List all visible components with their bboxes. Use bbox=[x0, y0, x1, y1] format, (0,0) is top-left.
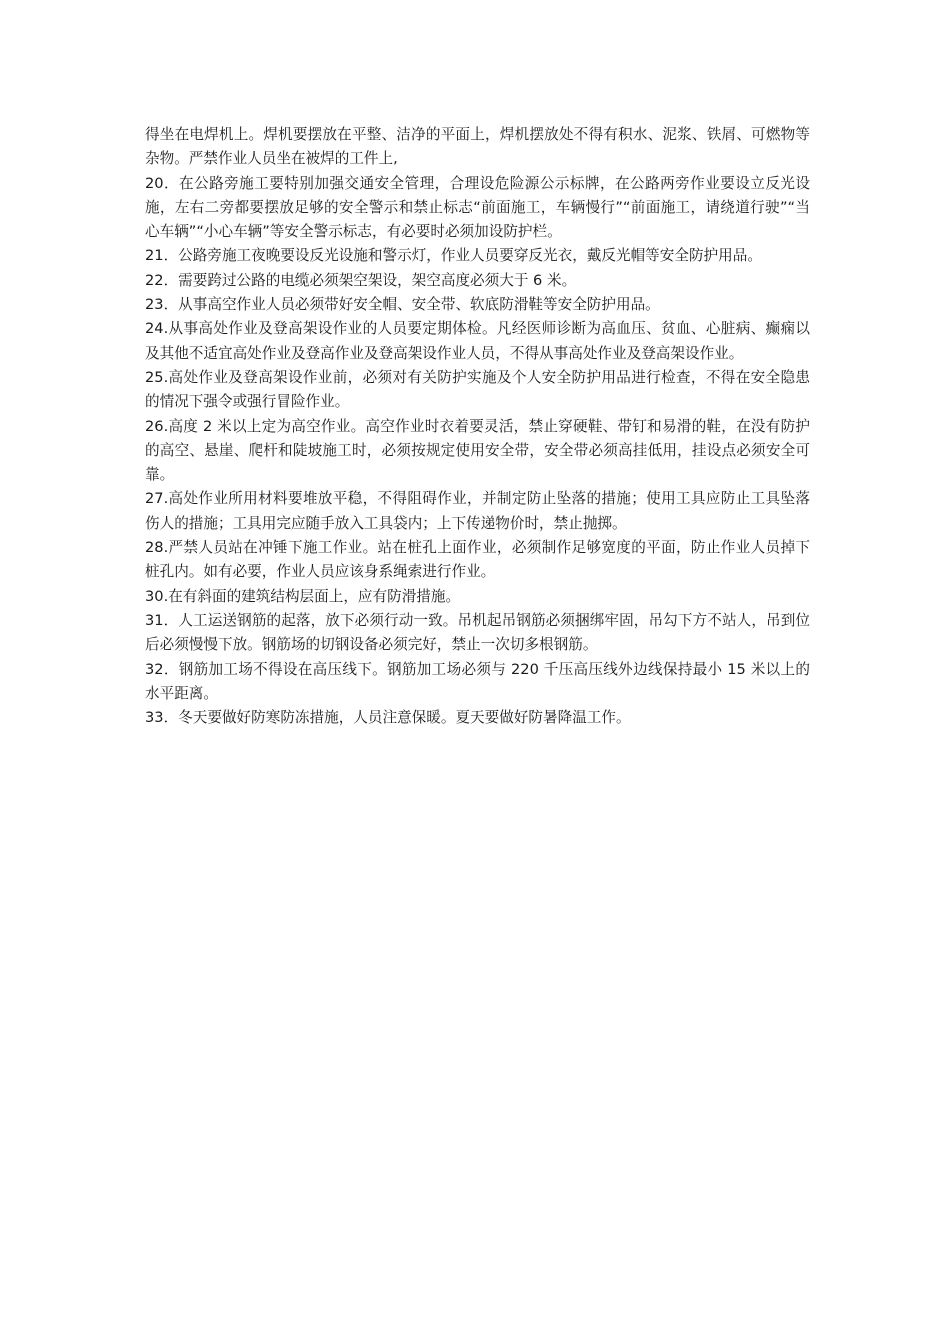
paragraph: 32．钢筋加工场不得设在高压线下。钢筋加工场必须与 220 千压高压线外边线保持最小 15 米以上的水平距离。 bbox=[145, 660, 810, 702]
paragraph: 20．在公路旁施工要特别加强交通安全管理，合理设危险源公示标牌，在公路两旁作业要设立反光设施，左右二旁都要摆放足够的安全警示和禁止标志“前面施工，车辆慢行”“前面施工，请绕道行驶”“当心车辆”“小心车辆”等安全警示标志，有必要时必须加设防护栏。 bbox=[145, 174, 810, 241]
paragraph: 25.高处作业及登高架设作业前，必须对有关防护实施及个人安全防护用品进行检查，不得在安全隐患的情况下强令或强行冒险作业。 bbox=[145, 368, 810, 411]
paragraph: 31．人工运送钢筋的起落，放下必须行动一致。吊机起吊钢筋必须捆绑牢固，吊勾下方不站人，吊到位后必须慢慢下放。钢筋场的切钢设备必须完好，禁止一次切多根钢筋。 bbox=[145, 611, 810, 654]
paragraph: 33．冬天要做好防寒防冻措施，人员注意保暖。夏天要做好防暑降温工作。 bbox=[145, 709, 631, 727]
document-body bbox=[145, 123, 810, 730]
paragraph: 24.从事高处作业及登高架设作业的人员要定期体检。凡经医师诊断为高血压、贫血、心脏病、癫痫以及其他不适宜高处作业及登高作业及登高架设作业人员，不得从事高处作业及登高架设作业。 bbox=[145, 320, 810, 362]
paragraph: 23．从事高空作业人员必须带好安全帽、安全带、软底防滑鞋等安全防护用品。 bbox=[145, 296, 660, 314]
paragraph: 26.高度 2 米以上定为高空作业。高空作业时衣着要灵活，禁止穿硬鞋、带钉和易滑的鞋，在没有防护的高空、悬崖、爬杆和陡坡施工时，必须按规定使用安全带，安全带必须高挂低用，挂设点必须安全可靠。 bbox=[145, 417, 810, 484]
paragraph: 得坐在电焊机上。焊机要摆放在平整、洁净的平面上，焊机摆放处不得有积水、泥浆、铁屑、可燃物等杂物。严禁作业人员坐在被焊的工件上, bbox=[145, 126, 810, 168]
paragraph: 28.严禁人员站在冲锤下施工作业。站在桩孔上面作业，必须制作足够宽度的平面，防止作业人员掉下桩孔内。如有必要，作业人员应该身系绳索进行作业。 bbox=[145, 539, 810, 581]
paragraph: 21．公路旁施工夜晚要设反光设施和警示灯，作业人员要穿反光衣，戴反光帽等安全防护用品。 bbox=[145, 247, 762, 265]
paragraph: 30.在有斜面的建筑结构层面上，应有防滑措施。 bbox=[145, 587, 461, 605]
paragraph: 27.高处作业所用材料要堆放平稳，不得阻碍作业，并制定防止坠落的措施；使用工具应防止工具坠落伤人的措施；工具用完应随手放入工具袋内；上下传递物价时，禁止抛掷。 bbox=[145, 490, 810, 532]
paragraph: 22．需要跨过公路的电缆必须架空架设，架空高度必须大于 6 米。 bbox=[145, 271, 577, 289]
